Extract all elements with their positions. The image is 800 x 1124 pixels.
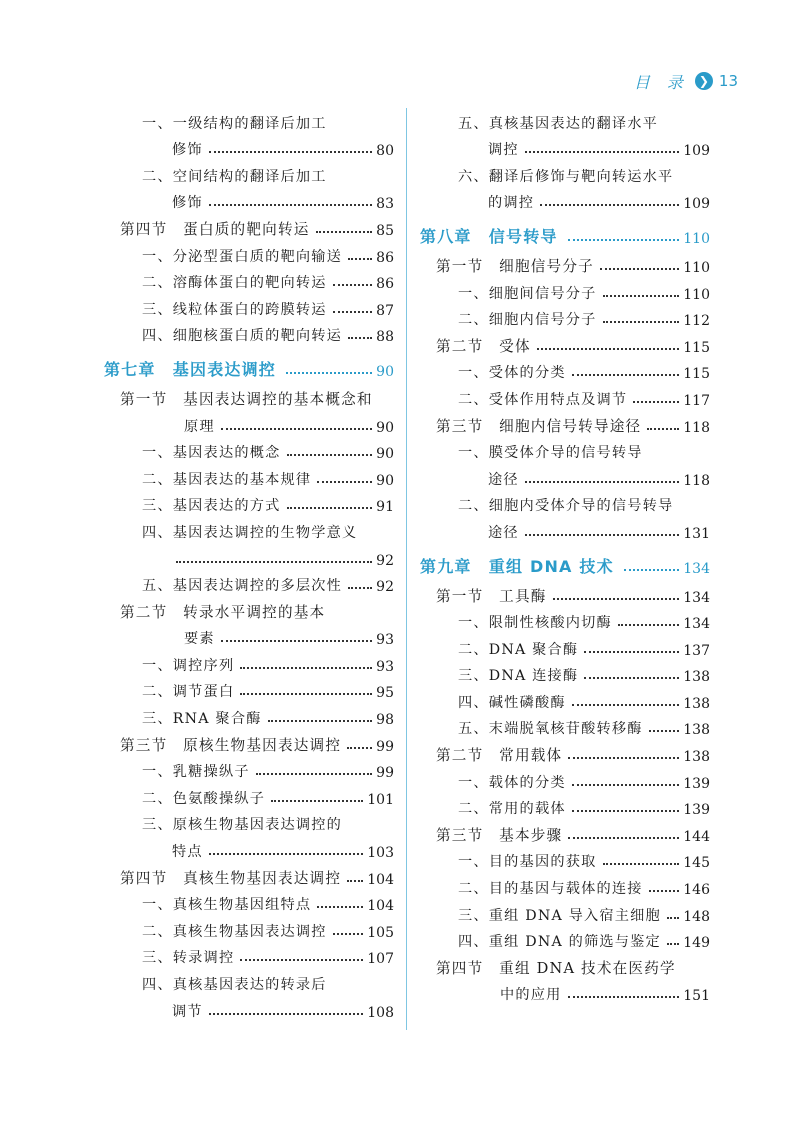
dot-leader	[647, 428, 679, 430]
dot-leader	[568, 239, 680, 241]
toc-entry[interactable]	[104, 808, 394, 835]
toc-entry-title: 一、载体的分类	[458, 774, 566, 791]
toc-page-number: 145	[683, 855, 710, 872]
toc-page-number: 115	[683, 366, 710, 383]
toc-entry[interactable]	[104, 133, 394, 160]
toc-page-number: 117	[683, 392, 710, 409]
toc-entry[interactable]	[104, 542, 394, 569]
toc-page-number: 109	[683, 196, 710, 213]
toc-entry[interactable]	[104, 292, 394, 319]
toc-entry-title: 一、膜受体介导的信号转导	[458, 445, 643, 462]
toc-entry[interactable]	[104, 319, 394, 346]
dot-leader	[525, 534, 679, 536]
toc-page-number: 88	[376, 329, 394, 346]
toc-entry-title: 第一节 细胞信号分子	[436, 257, 594, 275]
dot-leader	[240, 959, 363, 961]
toc-entry[interactable]	[104, 409, 394, 436]
dot-leader	[333, 933, 364, 935]
toc-entry-title: 第三节 基本步骤	[436, 826, 563, 844]
toc-page-number: 87	[376, 302, 394, 319]
toc-entry[interactable]	[104, 569, 394, 596]
toc-page-number: 115	[683, 339, 710, 356]
toc-entry[interactable]	[104, 967, 394, 994]
toc-entry-title: 四、碱性磷酸酶	[458, 694, 566, 711]
toc-entry[interactable]	[420, 685, 710, 712]
toc-section-entry[interactable]	[420, 579, 710, 606]
toc-entry-title: 第一节 基因表达调控的基本概念和	[120, 390, 373, 408]
dot-leader	[525, 481, 679, 483]
dot-leader	[347, 747, 372, 749]
toc-page-number: 138	[683, 695, 710, 712]
toc-entry-title: 五、末端脱氧核苷酸转移酶	[458, 721, 643, 738]
dot-leader	[268, 720, 373, 722]
toc-entry[interactable]	[104, 888, 394, 915]
toc-page-number: 146	[683, 882, 710, 899]
toc-entry-title: 途径	[488, 524, 519, 541]
toc-page-number: 90	[376, 472, 394, 489]
dot-leader	[584, 651, 679, 653]
toc-entry[interactable]	[420, 356, 710, 383]
toc-section-entry[interactable]	[420, 818, 710, 845]
toc-entry[interactable]	[104, 436, 394, 463]
toc-page-number: 149	[683, 935, 710, 952]
toc-page-number: 92	[376, 552, 394, 569]
toc-page-number: 108	[367, 1004, 394, 1021]
toc-page-number: 101	[367, 791, 394, 808]
toc-page-number: 80	[376, 143, 394, 160]
toc-entry-title: 二、真核生物基因表达调控	[142, 923, 327, 940]
toc-page-number: 99	[376, 738, 394, 755]
toc-entry-title: 调控	[488, 142, 519, 159]
dot-leader	[316, 231, 373, 233]
toc-entry-title: 一、分泌型蛋白质的靶向输送	[142, 248, 343, 265]
toc-section-entry[interactable]	[420, 329, 710, 356]
dot-leader	[240, 693, 372, 695]
toc-entry-title: 第三节 细胞内信号转导途径	[436, 417, 642, 435]
toc-entry[interactable]	[420, 276, 710, 303]
dot-leader	[221, 640, 372, 642]
toc-entry-title: 二、常用的载体	[458, 801, 566, 818]
toc-entry-title: 一、细胞间信号分子	[458, 285, 597, 302]
dot-leader	[221, 428, 372, 430]
dot-leader	[348, 587, 372, 589]
toc-entry-title: 一、基因表达的概念	[142, 445, 281, 462]
dot-leader	[584, 677, 679, 679]
toc-section-entry[interactable]	[104, 595, 394, 622]
toc-entry-title: 修饰	[172, 195, 203, 212]
dot-leader	[572, 704, 680, 706]
dot-leader	[572, 374, 680, 376]
toc-page-number: 118	[683, 419, 710, 436]
toc-entry-title: 第一节 工具酶	[436, 587, 547, 605]
dot-leader	[347, 880, 363, 882]
toc-entry[interactable]	[104, 648, 394, 675]
toc-entry-title: 二、空间结构的翻译后加工	[142, 168, 327, 185]
toc-page-number: 86	[376, 276, 394, 293]
dot-leader	[618, 624, 679, 626]
toc-entry[interactable]	[104, 941, 394, 968]
toc-section-entry[interactable]	[104, 861, 394, 888]
dot-leader	[333, 284, 373, 286]
dot-leader	[348, 337, 372, 339]
toc-entry[interactable]	[104, 755, 394, 782]
toc-entry[interactable]	[420, 462, 710, 489]
dot-leader	[600, 268, 679, 270]
toc-entry[interactable]	[420, 106, 710, 133]
toc-section-entry[interactable]	[104, 382, 394, 409]
toc-entry-title: 第四节 蛋白质的靶向转运	[120, 220, 310, 238]
toc-entry[interactable]	[420, 489, 710, 516]
toc-entry-title: 二、基因表达的基本规律	[142, 471, 312, 488]
toc-page-number: 134	[683, 589, 710, 606]
toc-entry-title: 一、真核生物基因组特点	[142, 897, 312, 914]
toc-page-number: 139	[683, 775, 710, 792]
toc-entry-title: 二、目的基因与载体的连接	[458, 881, 643, 898]
dot-leader	[553, 598, 680, 600]
toc-entry[interactable]	[420, 659, 710, 686]
dot-leader	[667, 917, 679, 919]
toc-entry-title: 四、细胞核蛋白质的靶向转运	[142, 328, 343, 345]
page-number: 13	[718, 72, 738, 90]
toc-section-entry[interactable]	[104, 212, 394, 239]
toc-entry-title: 一、一级结构的翻译后加工	[142, 115, 327, 132]
toc-page-number: 91	[376, 499, 394, 516]
toc-page-number: 109	[683, 143, 710, 160]
dot-leader	[256, 773, 372, 775]
toc-page-number: 134	[683, 560, 710, 577]
toc-entry[interactable]	[104, 834, 394, 861]
toc-page-number: 151	[683, 988, 710, 1005]
toc-entry-title: 一、限制性核酸内切酶	[458, 615, 612, 632]
dot-leader	[603, 863, 680, 865]
toc-page-number: 138	[683, 722, 710, 739]
toc-entry-title: 五、基因表达调控的多层次性	[142, 578, 343, 595]
toc-page-number: 112	[683, 313, 710, 330]
toc-entry[interactable]	[420, 303, 710, 330]
toc-entry[interactable]	[420, 186, 710, 213]
toc-page-number: 95	[376, 685, 394, 702]
dot-leader	[568, 996, 680, 998]
dot-leader	[287, 507, 373, 509]
toc-entry-title: 原理	[184, 418, 215, 435]
dot-leader	[572, 784, 680, 786]
dot-leader	[333, 311, 373, 313]
dot-leader	[667, 943, 679, 945]
toc-entry-title: 修饰	[172, 142, 203, 159]
dot-leader	[286, 372, 372, 374]
toc-page-number: 131	[683, 525, 710, 542]
toc-entry-title: 四、重组 DNA 的筛选与鉴定	[458, 934, 661, 951]
toc-page-number: 90	[376, 364, 394, 381]
dot-leader	[287, 454, 373, 456]
toc-entry[interactable]	[104, 781, 394, 808]
toc-entry-title: 二、DNA 聚合酶	[458, 641, 579, 658]
toc-entry-title: 三、基因表达的方式	[142, 498, 281, 515]
toc-chapter-entry[interactable]	[420, 217, 710, 247]
dot-leader	[633, 401, 679, 403]
toc-entry[interactable]	[420, 382, 710, 409]
dot-leader	[317, 481, 372, 483]
dot-leader	[572, 810, 680, 812]
toc-entry[interactable]	[104, 489, 394, 516]
toc-entry[interactable]	[104, 239, 394, 266]
toc-entry[interactable]	[420, 765, 710, 792]
dot-leader	[649, 890, 680, 892]
toc-entry[interactable]	[104, 622, 394, 649]
toc-entry-title: 五、真核基因表达的翻译水平	[458, 115, 659, 132]
toc-entry-title: 特点	[172, 844, 203, 861]
toc-page-number: 104	[367, 898, 394, 915]
toc-right-column	[420, 106, 710, 1004]
toc-entry-title: 一、目的基因的获取	[458, 854, 597, 871]
toc-entry-title: 第四节 重组 DNA 技术在医药学	[436, 959, 676, 977]
toc-entry[interactable]	[420, 845, 710, 872]
dot-leader	[624, 569, 679, 571]
toc-entry-title: 要素	[184, 631, 215, 648]
toc-section-entry[interactable]	[420, 409, 710, 436]
dot-leader	[649, 730, 680, 732]
toc-page-number: 110	[683, 259, 710, 276]
toc-entry[interactable]	[420, 792, 710, 819]
toc-page-number: 90	[376, 446, 394, 463]
toc-page-number: 144	[683, 828, 710, 845]
dot-leader	[568, 757, 679, 759]
toc-left-column	[104, 106, 394, 1021]
toc-entry-title: 二、受体作用特点及调节	[458, 391, 628, 408]
toc-entry[interactable]	[420, 898, 710, 925]
toc-page-number: 107	[367, 951, 394, 968]
toc-entry[interactable]	[420, 871, 710, 898]
toc-entry-title: 三、DNA 连接酶	[458, 668, 579, 685]
column-divider	[406, 108, 407, 1030]
toc-section-entry[interactable]	[420, 249, 710, 276]
toc-entry[interactable]	[104, 914, 394, 941]
toc-page-number: 99	[376, 765, 394, 782]
toc-entry-title: 一、乳糖操纵子	[142, 764, 250, 781]
toc-page-number: 86	[376, 249, 394, 266]
toc-page-number: 110	[683, 231, 710, 248]
toc-entry-title: 的调控	[488, 195, 535, 212]
dot-leader	[209, 853, 363, 855]
toc-entry-title: 第二节 常用载体	[436, 747, 563, 765]
toc-entry[interactable]	[420, 515, 710, 542]
toc-entry-title: 第二节 受体	[436, 337, 531, 355]
toc-entry[interactable]	[104, 159, 394, 186]
toc-entry-title: 三、原核生物基因表达调控的	[142, 817, 343, 834]
toc-page-number: 139	[683, 802, 710, 819]
dot-leader	[537, 348, 680, 350]
toc-entry[interactable]	[420, 632, 710, 659]
toc-entry[interactable]	[104, 675, 394, 702]
toc-page-number: 148	[683, 908, 710, 925]
toc-entry-title: 第四节 真核生物基因表达调控	[120, 869, 342, 887]
toc-entry[interactable]	[420, 133, 710, 160]
toc-entry-title: 三、线粒体蛋白的跨膜转运	[142, 301, 327, 318]
dot-leader	[348, 258, 372, 260]
toc-entry-title: 第二节 转录水平调控的基本	[120, 603, 326, 621]
toc-entry[interactable]	[420, 436, 710, 463]
toc-chapter-entry[interactable]	[420, 547, 710, 577]
toc-entry-title: 二、溶酶体蛋白的靶向转运	[142, 275, 327, 292]
toc-page-number: 93	[376, 658, 394, 675]
toc-entry[interactable]	[420, 606, 710, 633]
dot-leader	[240, 667, 372, 669]
toc-entry[interactable]	[104, 994, 394, 1021]
dot-leader	[568, 837, 679, 839]
toc-page-number: 118	[683, 472, 710, 489]
toc-entry-title: 二、调节蛋白	[142, 684, 235, 701]
toc-section-entry[interactable]	[420, 951, 710, 978]
toc-entry-title: 二、色氨酸操纵子	[142, 790, 266, 807]
toc-page-number: 93	[376, 632, 394, 649]
toc-entry[interactable]	[104, 106, 394, 133]
toc-page-number: 98	[376, 712, 394, 729]
toc-entry-title: 第八章 信号转导	[420, 227, 558, 247]
toc-entry[interactable]	[104, 515, 394, 542]
toc-entry[interactable]	[420, 712, 710, 739]
toc-entry[interactable]	[420, 978, 710, 1005]
dot-leader	[603, 295, 680, 297]
toc-page-number: 90	[376, 419, 394, 436]
dot-leader	[271, 800, 363, 802]
header-arrow-icon: ❯	[695, 72, 713, 90]
toc-entry[interactable]	[420, 925, 710, 952]
dot-leader	[209, 204, 372, 206]
toc-entry-title: 三、重组 DNA 导入宿主细胞	[458, 907, 661, 924]
dot-leader	[540, 204, 679, 206]
toc-entry[interactable]	[104, 186, 394, 213]
toc-entry-title: 中的应用	[500, 987, 562, 1004]
toc-page-number: 103	[367, 845, 394, 862]
toc-page-number: 104	[367, 871, 394, 888]
toc-entry-title: 二、细胞内受体介导的信号转导	[458, 498, 674, 515]
toc-page-number: 85	[376, 222, 394, 239]
toc-entry-title: 四、真核基因表达的转录后	[142, 977, 327, 993]
dot-leader	[317, 906, 363, 908]
dot-leader	[176, 561, 372, 563]
toc-entry-title: 六、翻译后修饰与靶向转运水平	[458, 168, 674, 185]
toc-entry-title: 三、RNA 聚合酶	[142, 711, 262, 728]
toc-chapter-entry[interactable]	[104, 350, 394, 380]
toc-page-number: 138	[683, 749, 710, 766]
toc-entry-title: 调节	[172, 1003, 203, 1020]
toc-entry[interactable]	[420, 159, 710, 186]
toc-entry-title: 三、转录调控	[142, 950, 235, 967]
toc-entry-title: 第七章 基因表达调控	[104, 360, 277, 380]
toc-page-number: 83	[376, 196, 394, 213]
toc-entry-title: 途径	[488, 471, 519, 488]
dot-leader	[603, 321, 680, 323]
header-title: 目 录	[633, 72, 689, 92]
toc-entry-title: 四、基因表达调控的生物学意义	[142, 524, 358, 541]
toc-entry-title: 二、细胞内信号分子	[458, 312, 597, 329]
toc-entry[interactable]	[104, 266, 394, 293]
toc-section-entry[interactable]	[104, 728, 394, 755]
toc-page-number: 134	[683, 616, 710, 633]
toc-page-number: 137	[683, 642, 710, 659]
dot-leader	[209, 1013, 363, 1015]
toc-page-number: 138	[683, 669, 710, 686]
dot-leader	[525, 151, 679, 153]
toc-section-entry[interactable]	[420, 738, 710, 765]
running-header	[634, 70, 738, 92]
toc-entry-title: 第九章 重组 DNA 技术	[420, 556, 614, 576]
toc-entry-title: 一、调控序列	[142, 657, 235, 674]
toc-entry-title: 一、受体的分类	[458, 365, 566, 382]
dot-leader	[209, 151, 372, 153]
toc-page-number: 110	[683, 286, 710, 303]
toc-entry[interactable]	[104, 462, 394, 489]
toc-page-number: 92	[376, 579, 394, 596]
toc-entry[interactable]	[104, 701, 394, 728]
toc-entry-title: 第三节 原核生物基因表达调控	[120, 736, 342, 754]
toc-page-number: 105	[367, 924, 394, 941]
